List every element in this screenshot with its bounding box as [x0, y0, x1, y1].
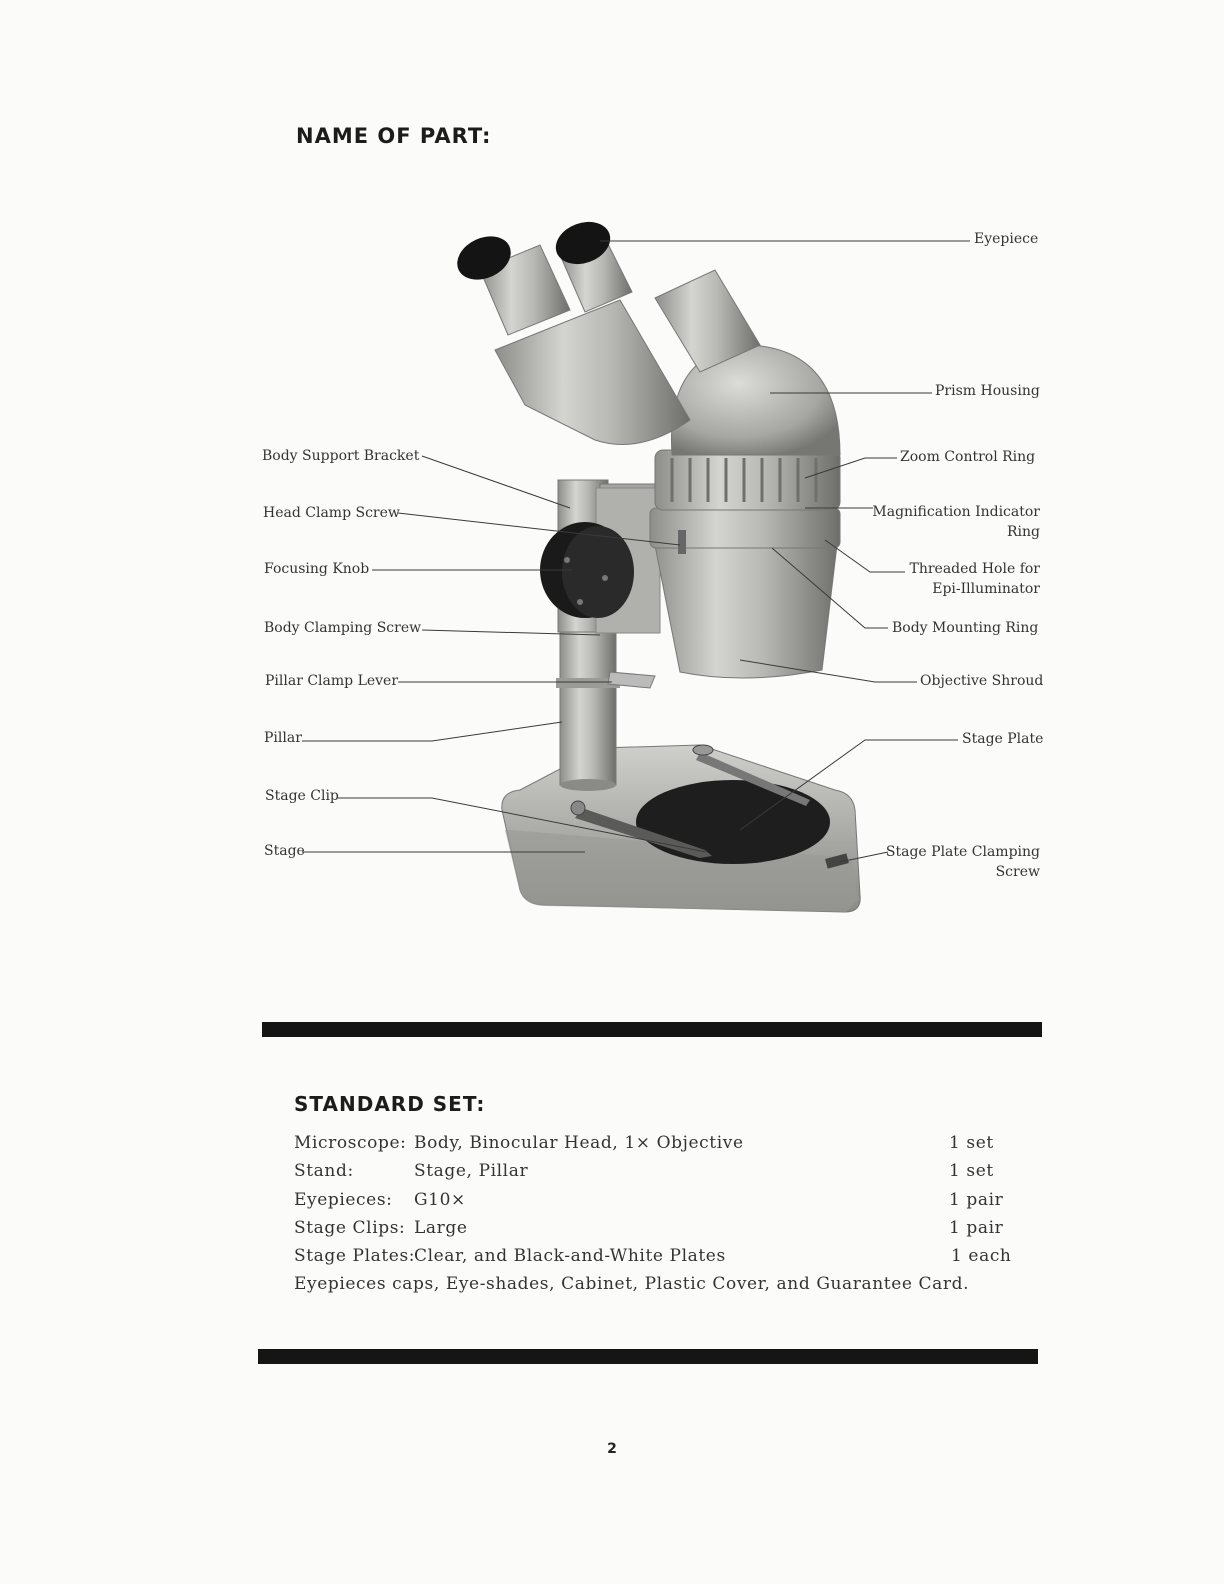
set-row	[294, 1190, 1034, 1218]
accessories-text: Eyepieces caps, Eye-shades, Cabinet, Plastic Cover, and Guarantee Card.	[294, 1274, 970, 1294]
set-item: Stage Clips:	[294, 1218, 406, 1238]
label-stage-clip: Stage Clip	[265, 788, 339, 804]
set-row	[294, 1246, 1034, 1274]
label-stage-plate-clamping: Stage Plate Clamping	[885, 844, 1040, 860]
set-contents: Body, Binocular Head, 1× Objective	[414, 1133, 744, 1153]
label-head-clamp-screw: Head Clamp Screw	[263, 505, 400, 521]
set-contents: G10×	[414, 1190, 466, 1210]
label-body-clamping-screw: Body Clamping Screw	[264, 620, 422, 636]
set-qty: 1 pair	[949, 1190, 1004, 1210]
divider-bar-top	[262, 1022, 1042, 1037]
label-magnification-indicator: Magnification Indicator	[872, 504, 1040, 520]
set-contents: Clear, and Black-and-White Plates	[414, 1246, 726, 1266]
label-stage-plate: Stage Plate	[962, 731, 1044, 747]
set-qty: 1 pair	[949, 1218, 1004, 1238]
label-pillar: Pillar	[264, 730, 302, 746]
label-epi-illuminator: Epi-Illuminator	[932, 581, 1040, 597]
stage-base	[502, 745, 860, 912]
set-qty: 1 set	[949, 1161, 994, 1181]
set-row	[294, 1161, 1034, 1189]
label-stage-plate-clamping-screw: Screw	[995, 864, 1040, 880]
label-eyepiece: Eyepiece	[974, 231, 1039, 247]
standard-set-heading: STANDARD SET:	[294, 1092, 486, 1116]
label-threaded-hole: Threaded Hole for	[909, 561, 1040, 577]
label-pillar-clamp-lever: Pillar Clamp Lever	[265, 673, 399, 689]
set-item: Microscope:	[294, 1133, 407, 1153]
label-body-support-bracket: Body Support Bracket	[262, 448, 420, 464]
set-contents: Stage, Pillar	[414, 1161, 529, 1181]
label-prism-housing: Prism Housing	[935, 383, 1040, 399]
label-magnification-indicator-ring: Ring	[1007, 524, 1040, 540]
accessories-line	[294, 1274, 1034, 1302]
name-of-part-heading: NAME OF PART:	[296, 124, 492, 148]
divider-bar-bottom	[258, 1349, 1038, 1364]
set-row	[294, 1218, 1034, 1246]
set-row	[294, 1133, 1034, 1161]
set-item: Eyepieces:	[294, 1190, 393, 1210]
label-stage: Stage	[264, 843, 305, 859]
label-zoom-control-ring: Zoom Control Ring	[900, 449, 1036, 465]
set-item: Stand:	[294, 1161, 354, 1181]
set-qty: 1 each	[951, 1246, 1012, 1266]
zoom-control-ring	[655, 450, 840, 510]
set-item: Stage Plates:	[294, 1246, 416, 1266]
label-focusing-knob: Focusing Knob	[264, 561, 370, 577]
page-number: 2	[607, 1441, 617, 1457]
stage-plate-disc	[636, 780, 830, 864]
set-contents: Large	[414, 1218, 468, 1238]
label-body-mounting-ring: Body Mounting Ring	[892, 620, 1039, 636]
set-qty: 1 set	[949, 1133, 994, 1153]
label-objective-shroud: Objective Shroud	[920, 673, 1044, 689]
